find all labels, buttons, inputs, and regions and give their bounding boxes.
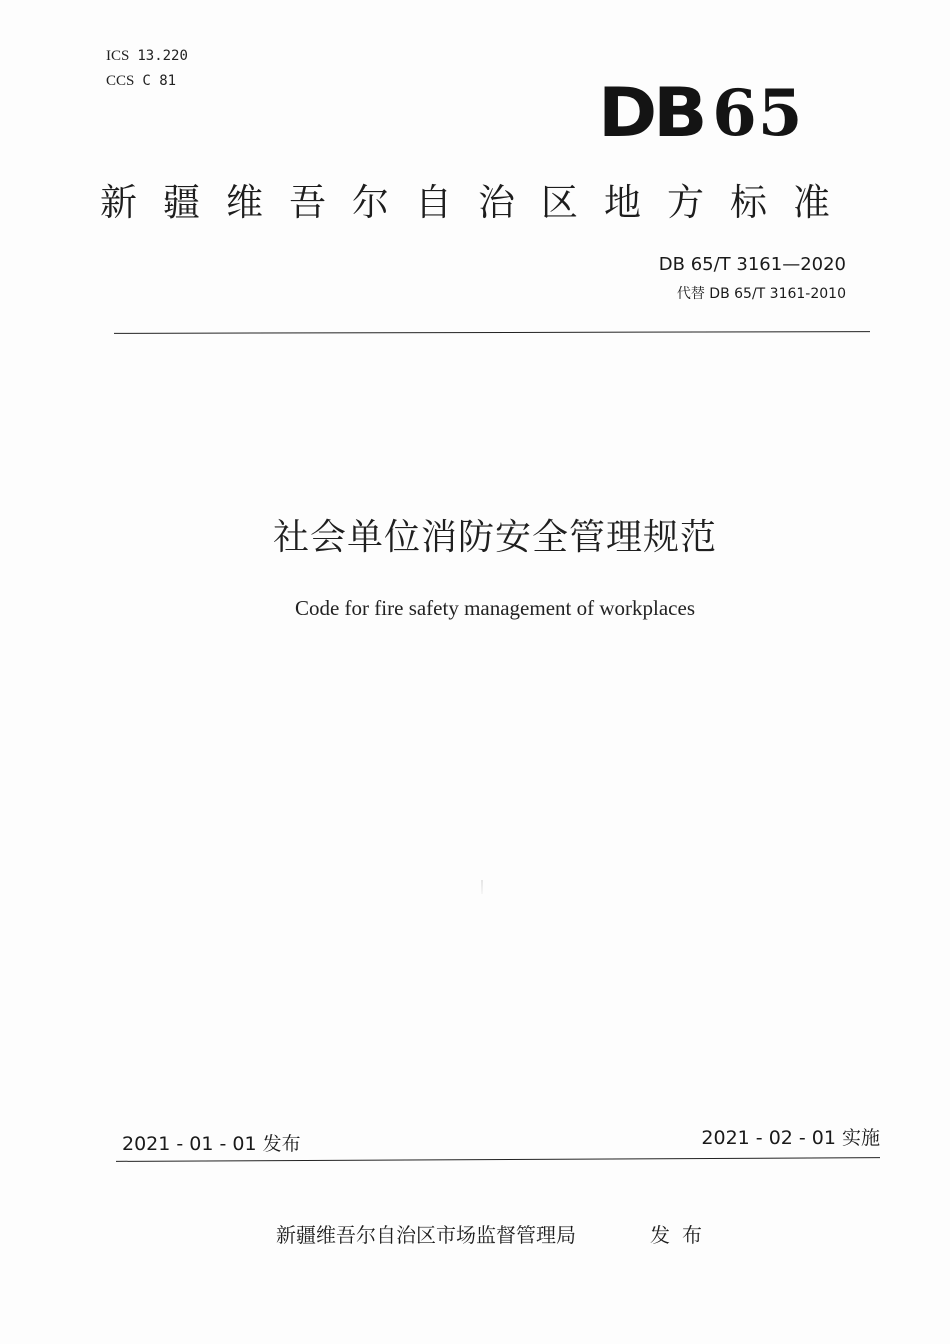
publisher-name: 新疆维吾尔自治区市场监督管理局	[276, 1223, 576, 1247]
ccs-label: CCS	[106, 73, 135, 89]
top-divider	[114, 331, 870, 334]
ics-row	[106, 44, 188, 69]
db-logo-letters: DB	[598, 74, 704, 153]
implementation-label: 实施	[841, 1127, 880, 1149]
ics-label: ICS	[106, 48, 130, 64]
scan-speck	[481, 880, 483, 894]
implementation-date: 2021 - 02 - 01	[701, 1127, 836, 1149]
publish-label: 发布	[650, 1223, 714, 1247]
document-title: 社会单位消防安全管理规范	[272, 517, 717, 558]
issue-label: 发布	[262, 1133, 301, 1155]
classification-codes	[106, 44, 188, 94]
db-logo	[598, 74, 804, 153]
replaces-note: 代替 DB 65/T 3161-2010	[676, 286, 846, 302]
implementation-date-block	[701, 1124, 880, 1152]
ccs-code: C 81	[142, 73, 177, 89]
db-logo-number: 65	[712, 76, 804, 151]
issue-date-block	[122, 1130, 301, 1158]
ccs-row	[106, 69, 188, 94]
standard-number: DB 65/T 3161—2020	[658, 254, 846, 275]
document-subtitle-english: Code for fire safety management of workplaces	[294, 596, 695, 620]
ics-code: 13.220	[137, 48, 188, 64]
issue-date: 2021 - 01 - 01	[122, 1133, 257, 1155]
standard-type-heading: 新疆维吾尔自治区地方标准	[100, 181, 856, 224]
